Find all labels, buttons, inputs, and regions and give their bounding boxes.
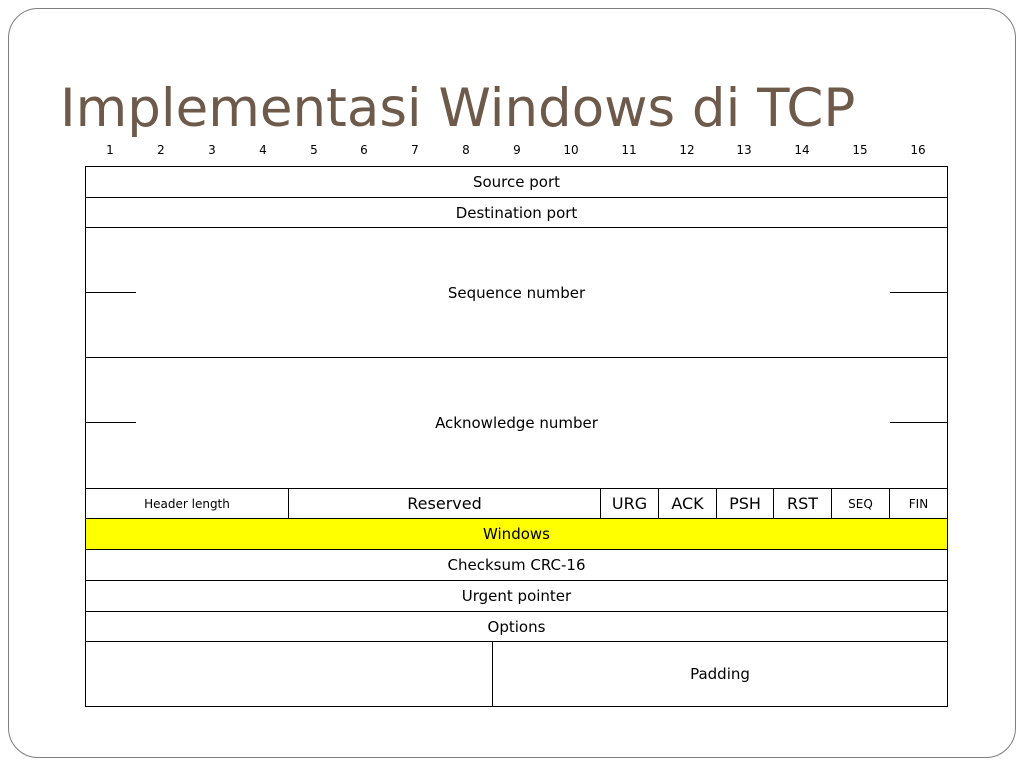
acknowledge-right-tick: [890, 422, 947, 423]
flag-rst: RST: [773, 488, 832, 519]
header-length-field: Header length: [85, 488, 289, 519]
slide-title: Implementasi Windows di TCP: [60, 78, 856, 139]
bit-number: 8: [462, 143, 470, 157]
windows-field: Windows: [85, 518, 948, 550]
bit-number: 4: [259, 143, 267, 157]
sequence-left-tick: [86, 292, 136, 293]
checksum-field: Checksum CRC-16: [85, 549, 948, 581]
options-field: Options: [85, 611, 948, 642]
bit-number: 1: [106, 143, 114, 157]
bit-number: 3: [208, 143, 216, 157]
bit-number: 13: [736, 143, 752, 157]
padding-field: Padding: [492, 641, 948, 707]
source-port-field: Source port: [85, 166, 948, 198]
bit-number: 12: [679, 143, 695, 157]
bit-number: 9: [513, 143, 521, 157]
bit-number: 7: [411, 143, 419, 157]
sequence-number-field: [85, 227, 948, 358]
sequence-number-label: Sequence number: [447, 283, 586, 302]
destination-port-field: Destination port: [85, 197, 948, 228]
options-remainder-field: [85, 641, 493, 707]
acknowledge-number-label: Acknowledge number: [435, 414, 598, 432]
bit-number: 14: [794, 143, 810, 157]
bit-number: 15: [852, 143, 868, 157]
flag-psh: PSH: [716, 488, 774, 519]
urgent-pointer-field: Urgent pointer: [85, 580, 948, 612]
reserved-field: Reserved: [288, 488, 601, 519]
flag-ack: ACK: [658, 488, 717, 519]
bit-number: 2: [157, 143, 165, 157]
bit-number: 16: [910, 143, 926, 157]
acknowledge-left-tick: [86, 422, 136, 423]
bit-number: 6: [360, 143, 368, 157]
flag-fin: FIN: [889, 488, 948, 519]
acknowledge-number-field: [85, 357, 948, 489]
bit-number: 5: [310, 143, 318, 157]
flag-seq: SEQ: [831, 488, 890, 519]
flag-urg: URG: [600, 488, 659, 519]
bit-number: 11: [621, 143, 637, 157]
bit-number: 10: [563, 143, 579, 157]
sequence-right-tick: [890, 292, 947, 293]
